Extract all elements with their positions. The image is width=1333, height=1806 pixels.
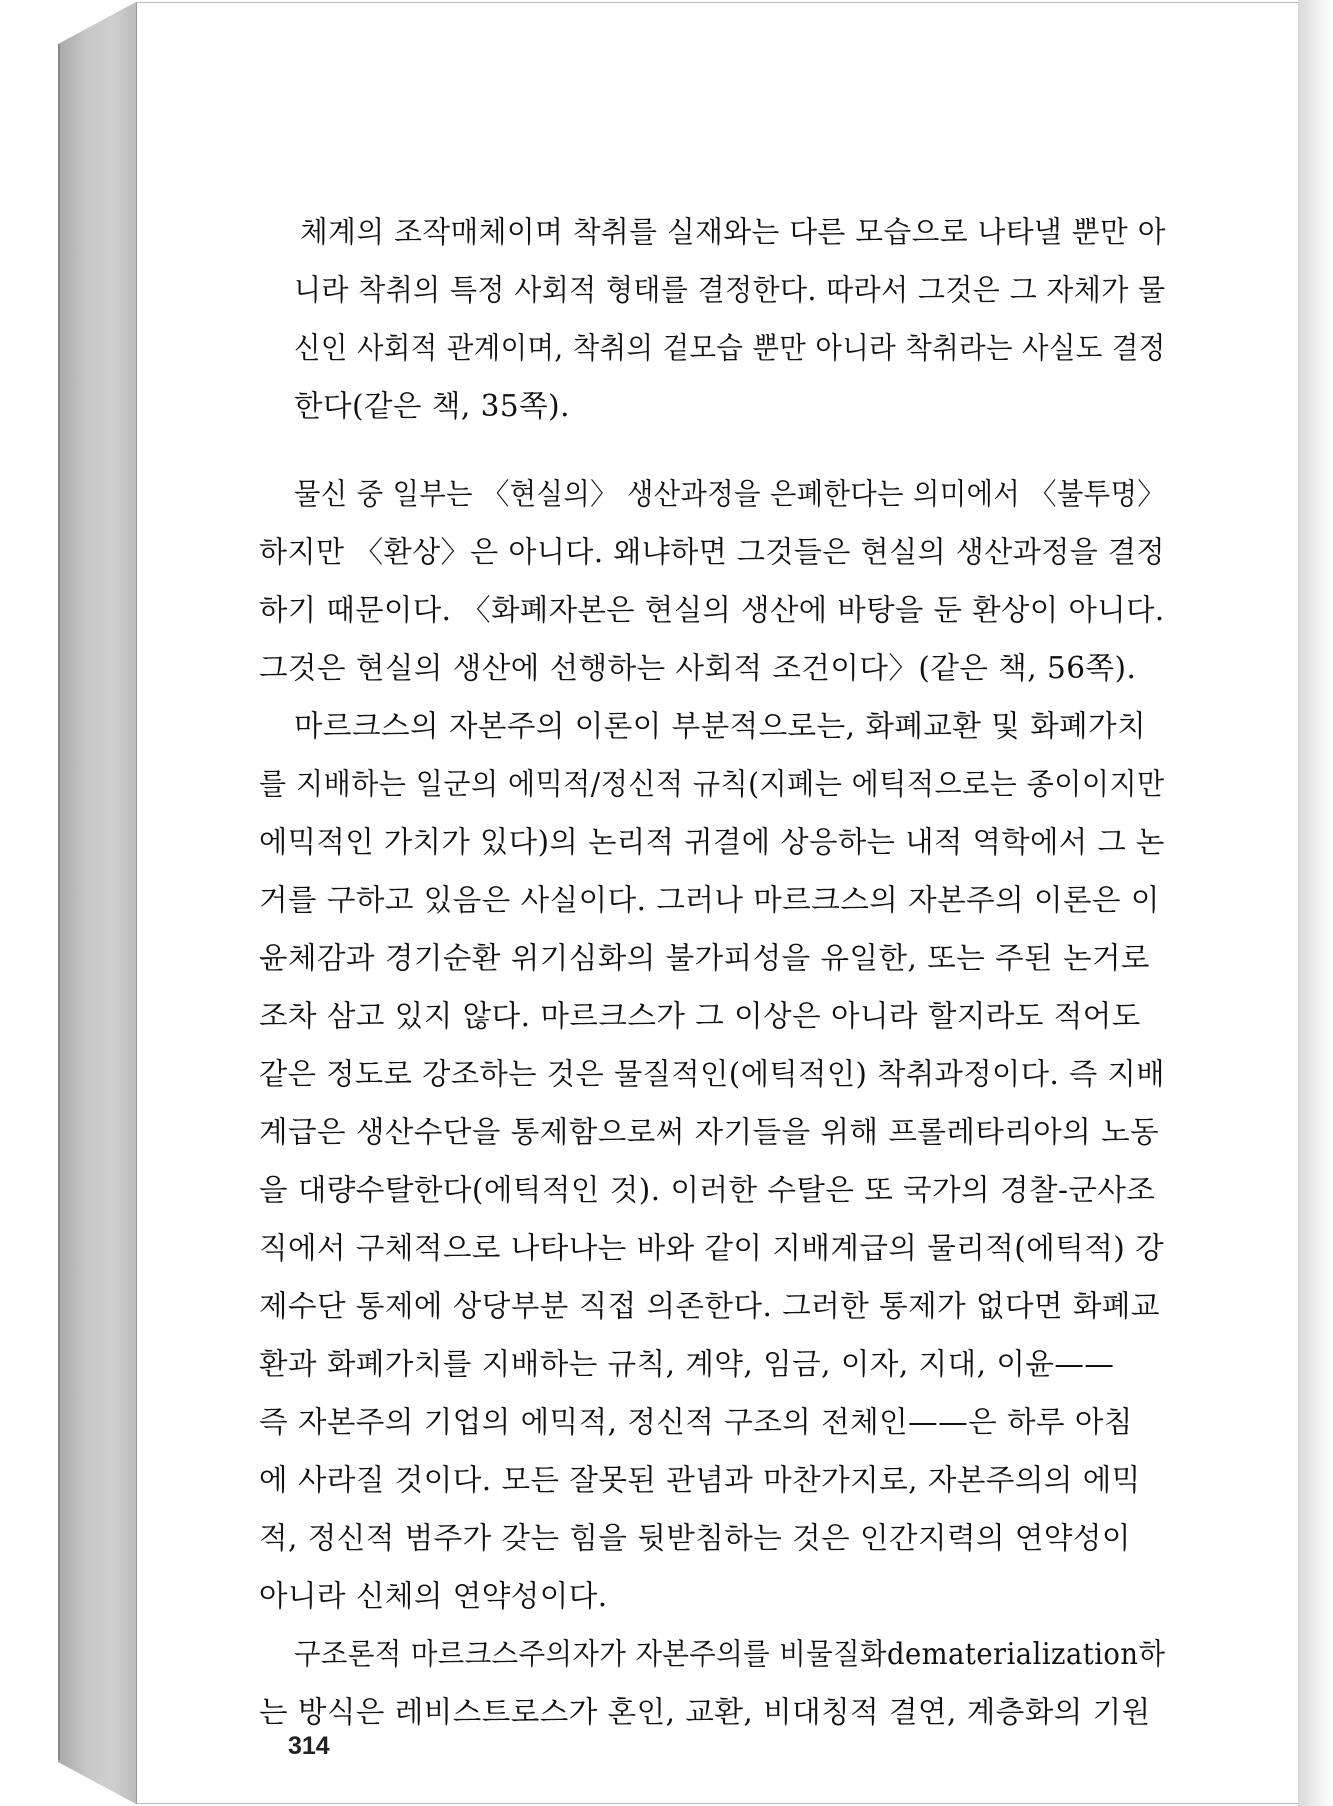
body-line: 아니라 신체의 연약성이다. [259, 1579, 608, 1613]
body-line: 에믹적인 가치가 있다)의 논리적 귀결에 상응하는 내적 역학에서 그 논 [259, 825, 1165, 859]
quote-line: 한다(같은 책, 35쪽). [294, 389, 571, 423]
page-number: 314 [288, 1732, 330, 1760]
body-line: 을 대량수탈한다(에틱적인 것). 이러한 수탈은 또 국가의 경찰-군사조 [259, 1173, 1156, 1207]
body-line: 하지만 〈환상〉은 아니다. 왜냐하면 그것들은 현실의 생산과정을 결정 [259, 535, 1165, 569]
body-line: 제수단 통제에 상당부분 직접 의존한다. 그러한 통제가 없다면 화폐교 [259, 1289, 1160, 1323]
body-line: 윤체감과 경기순환 위기심화의 불가피성을 유일한, 또는 주된 논거로 [259, 941, 1150, 975]
quote-line: 체계의 조작매체이며 착취를 실재와는 다른 모습으로 나타낼 뿐만 아 [300, 215, 1166, 249]
body-line: 직에서 구체적으로 나타나는 바와 같이 지배계급의 물리적(에틱적) 강 [259, 1231, 1165, 1265]
quote-line: 니라 착취의 특정 사회적 형태를 결정한다. 따라서 그것은 그 자체가 물 [294, 273, 1166, 307]
body-line: 에 사라질 것이다. 모든 잘못된 관념과 마찬가지로, 자본주의의 에믹 [259, 1463, 1141, 1497]
body-line: 를 지배하는 일군의 에믹적/정신적 규칙(지폐는 에틱적으로는 종이이지만 [259, 767, 1165, 801]
body-line: 구조론적 마르크스주의자가 자본주의를 비물질화dematerialization하 [294, 1637, 1166, 1671]
body-line: 즉 자본주의 기업의 에믹적, 정신적 구조의 전체인——은 하루 아침 [259, 1405, 1133, 1439]
body-line: 적, 정신적 범주가 갖는 힘을 뒷받침하는 것은 인간지력의 연약성이 [259, 1521, 1131, 1555]
body-line: 환과 화폐가치를 지배하는 규칙, 계약, 임금, 이자, 지대, 이윤—— [259, 1347, 1115, 1381]
body-line: 같은 정도로 강조하는 것은 물질적인(에틱적인) 착취과정이다. 즉 지배 [259, 1057, 1165, 1091]
body-line: 거를 구하고 있음은 사실이다. 그러나 마르크스의 자본주의 이론은 이 [259, 883, 1160, 917]
book-spine [58, 2, 136, 1804]
body-line: 하기 때문이다. 〈화폐자본은 현실의 생산에 바탕을 둔 환상이 아니다. [259, 593, 1165, 627]
body-line: 계급은 생산수단을 통제함으로써 자기들을 위해 프롤레타리아의 노동 [259, 1115, 1160, 1149]
spine-edge [58, 44, 60, 1760]
body-line: 조차 삼고 있지 않다. 마르크스가 그 이상은 아니라 할지라도 적어도 [259, 999, 1141, 1033]
quote-line: 신인 사회적 관계이며, 착취의 겉모습 뿐만 아니라 착취라는 사실도 결정 [294, 331, 1166, 365]
page-shadow [1298, 0, 1333, 1806]
body-line: 그것은 현실의 생산에 선행하는 사회적 조건이다〉(같은 책, 56쪽). [259, 651, 1137, 685]
body-line: 마르크스의 자본주의 이론이 부분적으로는, 화폐교환 및 화폐가치 [294, 709, 1147, 743]
body-line: 는 방식은 레비스트로스가 혼인, 교환, 비대칭적 결연, 계층화의 기원 [259, 1695, 1151, 1729]
body-line: 물신 중 일부는 〈현실의〉 생산과정을 은폐한다는 의미에서 〈불투명〉 [294, 477, 1166, 511]
